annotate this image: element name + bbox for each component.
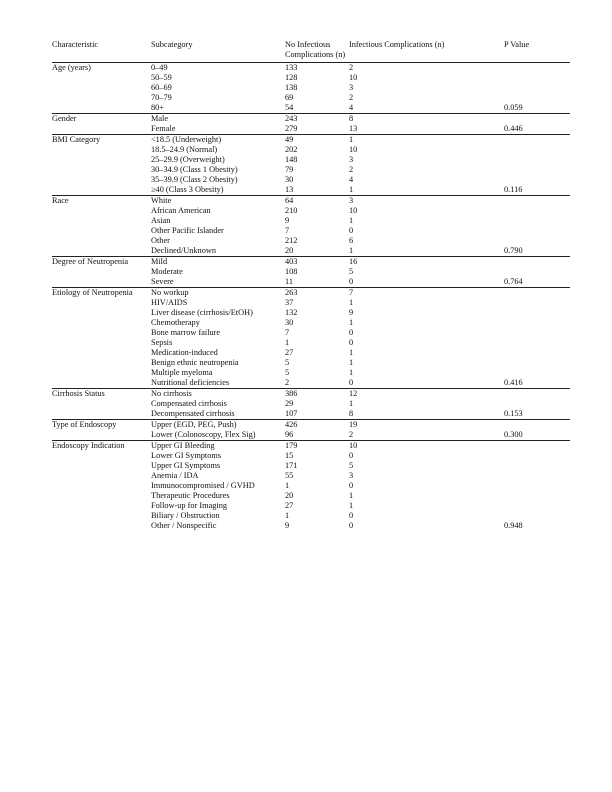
- subcategory: Follow-up for Imaging: [151, 501, 228, 510]
- infectious-count-column: [349, 441, 504, 531]
- no-infectious-count: 79: [285, 165, 294, 174]
- no-infectious-count: 30: [285, 318, 294, 327]
- infectious-count: 2: [349, 430, 354, 439]
- infectious-count: 1: [349, 298, 354, 307]
- p-value-cell: [504, 63, 570, 113]
- no-infectious-count: 1: [285, 338, 290, 347]
- no-infectious-count: 54: [285, 103, 294, 112]
- no-infectious-count-column: [285, 420, 349, 440]
- infectious-count: 1: [349, 368, 354, 377]
- no-infectious-count: 9: [285, 521, 290, 530]
- infectious-count: 8: [349, 409, 354, 418]
- characteristic-label: Age (years): [52, 63, 91, 72]
- no-infectious-count-column: [285, 288, 349, 388]
- no-infectious-count: 279: [285, 124, 298, 133]
- table-group: [52, 135, 570, 196]
- infectious-count: 10: [349, 441, 358, 450]
- p-value-cell: [504, 196, 570, 256]
- characteristic-cell: [52, 389, 151, 419]
- p-value: 0.116: [504, 185, 523, 194]
- no-infectious-count: 5: [285, 358, 290, 367]
- no-infectious-count: 133: [285, 63, 298, 72]
- infectious-count: 9: [349, 308, 354, 317]
- subcategory: Female: [151, 124, 176, 133]
- subcategory-column: [151, 196, 285, 256]
- infectious-count: 5: [349, 267, 354, 276]
- infectious-count-column: [349, 135, 504, 195]
- subcategory: Severe: [151, 277, 174, 286]
- no-infectious-count: 30: [285, 175, 294, 184]
- subcategory: Medication-induced: [151, 348, 218, 357]
- infectious-count: 0: [349, 277, 354, 286]
- no-infectious-count: 202: [285, 145, 298, 154]
- characteristic-label: Etiology of Neutropenia: [52, 288, 133, 297]
- infectious-count: 0: [349, 378, 354, 387]
- infectious-count: 12: [349, 389, 358, 398]
- no-infectious-count: 29: [285, 399, 294, 408]
- no-infectious-count: 1: [285, 481, 290, 490]
- no-infectious-count: 148: [285, 155, 298, 164]
- infectious-count: 1: [349, 246, 354, 255]
- p-value: 0.416: [504, 378, 523, 387]
- no-infectious-count-column: [285, 63, 349, 113]
- no-infectious-count: 212: [285, 236, 298, 245]
- infectious-count: 3: [349, 83, 354, 92]
- infectious-count: 0: [349, 451, 354, 460]
- no-infectious-count: 37: [285, 298, 294, 307]
- characteristic-cell: [52, 288, 151, 388]
- table-group: [52, 257, 570, 288]
- infectious-count: 1: [349, 491, 354, 500]
- subcategory: Other / Nonspecific: [151, 521, 217, 530]
- subcategory: Bone marrow failure: [151, 328, 221, 337]
- subcategory: Nutritional deficiencies: [151, 378, 230, 387]
- subcategory: Multiple myeloma: [151, 368, 213, 377]
- header-characteristic: Characteristic: [52, 40, 99, 49]
- header-p-value: P Value: [504, 40, 530, 49]
- subcategory: Declined/Unknown: [151, 246, 216, 255]
- subcategory-column: [151, 257, 285, 287]
- infectious-count: 7: [349, 288, 354, 297]
- subcategory: Upper GI Symptoms: [151, 461, 221, 470]
- subcategory: Lower (Colonoscopy, Flex Sig): [151, 430, 256, 439]
- characteristic-label: Race: [52, 196, 69, 205]
- subcategory: Compensated cirrhosis: [151, 399, 227, 408]
- table-group: [52, 441, 570, 531]
- no-infectious-count: 13: [285, 185, 294, 194]
- subcategory: Other: [151, 236, 170, 245]
- no-infectious-count: 426: [285, 420, 298, 429]
- subcategory: 30–34.9 (Class 1 Obesity): [151, 165, 238, 174]
- subcategory: Anemia / IDA: [151, 471, 199, 480]
- subcategory: 80+: [151, 103, 164, 112]
- infectious-count: 1: [349, 501, 354, 510]
- p-value: 0.446: [504, 124, 523, 133]
- subcategory: Moderate: [151, 267, 183, 276]
- p-value: 0.300: [504, 430, 523, 439]
- subcategory: ≥40 (Class 3 Obesity): [151, 185, 224, 194]
- infectious-count: 0: [349, 328, 354, 337]
- characteristic-cell: [52, 420, 151, 440]
- data-table: [52, 40, 570, 531]
- header-infectious: Infectious Complications (n): [349, 40, 445, 49]
- infectious-count: 1: [349, 348, 354, 357]
- no-infectious-count: 27: [285, 348, 294, 357]
- infectious-count: 3: [349, 155, 354, 164]
- infectious-count: 1: [349, 135, 354, 144]
- no-infectious-count: 263: [285, 288, 298, 297]
- infectious-count: 3: [349, 471, 354, 480]
- no-infectious-count: 64: [285, 196, 294, 205]
- no-infectious-count: 171: [285, 461, 298, 470]
- subcategory: <18.5 (Underweight): [151, 135, 222, 144]
- subcategory: 50–59: [151, 73, 172, 82]
- table-group: [52, 389, 570, 420]
- characteristic-label: Gender: [52, 114, 77, 123]
- characteristic-cell: [52, 135, 151, 195]
- no-infectious-count: 20: [285, 246, 294, 255]
- infectious-count: 2: [349, 63, 354, 72]
- no-infectious-count-column: [285, 196, 349, 256]
- characteristic-label: Cirrhosis Status: [52, 389, 105, 398]
- subcategory: Chemotherapy: [151, 318, 200, 327]
- no-infectious-count: 11: [285, 277, 293, 286]
- subcategory-column: [151, 441, 285, 531]
- p-value-cell: [504, 257, 570, 287]
- infectious-count: 1: [349, 399, 354, 408]
- subcategory-column: [151, 389, 285, 419]
- infectious-count: 0: [349, 511, 354, 520]
- subcategory: White: [151, 196, 172, 205]
- no-infectious-count: 210: [285, 206, 298, 215]
- infectious-count-column: [349, 257, 504, 287]
- infectious-count: 0: [349, 521, 354, 530]
- header-subcategory: Subcategory: [151, 40, 193, 49]
- no-infectious-count: 15: [285, 451, 294, 460]
- no-infectious-count: 386: [285, 389, 298, 398]
- subcategory: African American: [151, 206, 211, 215]
- characteristic-label: Type of Endoscopy: [52, 420, 117, 429]
- p-value: 0.059: [504, 103, 523, 112]
- subcategory: Biliary / Obstruction: [151, 511, 220, 520]
- header-no-infectious: No Infectious Complications (n): [285, 40, 346, 59]
- infectious-count: 8: [349, 114, 354, 123]
- no-infectious-count: 7: [285, 328, 290, 337]
- no-infectious-count-column: [285, 135, 349, 195]
- no-infectious-count-column: [285, 441, 349, 531]
- p-value-cell: [504, 441, 570, 531]
- no-infectious-count: 69: [285, 93, 294, 102]
- characteristic-cell: [52, 441, 151, 531]
- subcategory: 60–69: [151, 83, 172, 92]
- p-value: 0.764: [504, 277, 523, 286]
- no-infectious-count: 403: [285, 257, 298, 266]
- infectious-count: 3: [349, 196, 354, 205]
- no-infectious-count: 179: [285, 441, 298, 450]
- subcategory-column: [151, 135, 285, 195]
- characteristic-cell: [52, 196, 151, 256]
- infectious-count: 4: [349, 175, 354, 184]
- subcategory: Immunocompromised / GVHD: [151, 481, 255, 490]
- infectious-count: 2: [349, 165, 354, 174]
- infectious-count: 16: [349, 257, 358, 266]
- characteristic-cell: [52, 63, 151, 113]
- infectious-count: 6: [349, 236, 354, 245]
- subcategory: Decompensated cirrhosis: [151, 409, 235, 418]
- p-value: 0.153: [504, 409, 523, 418]
- no-infectious-count: 1: [285, 511, 290, 520]
- subcategory: Other Pacific Islander: [151, 226, 224, 235]
- p-value-cell: [504, 288, 570, 388]
- subcategory: 0–49: [151, 63, 168, 72]
- infectious-count: 13: [349, 124, 358, 133]
- infectious-count: 1: [349, 358, 354, 367]
- p-value-cell: [504, 114, 570, 134]
- p-value: 0.790: [504, 246, 523, 255]
- infectious-count: 10: [349, 206, 358, 215]
- characteristic-label: Degree of Neutropenia: [52, 257, 129, 266]
- p-value-cell: [504, 389, 570, 419]
- no-infectious-count: 5: [285, 368, 290, 377]
- subcategory: Liver disease (cirrhosis/EtOH): [151, 308, 253, 317]
- infectious-count-column: [349, 420, 504, 440]
- infectious-count: 1: [349, 318, 354, 327]
- infectious-count: 5: [349, 461, 354, 470]
- characteristic-cell: [52, 114, 151, 134]
- subcategory: No workup: [151, 288, 189, 297]
- subcategory: HIV/AIDS: [151, 298, 188, 307]
- no-infectious-count: 2: [285, 378, 290, 387]
- table-group: [52, 63, 570, 114]
- subcategory-column: [151, 63, 285, 113]
- infectious-count: 2: [349, 93, 354, 102]
- p-value-cell: [504, 420, 570, 440]
- subcategory-column: [151, 114, 285, 134]
- infectious-count: 0: [349, 338, 354, 347]
- subcategory: Male: [151, 114, 169, 123]
- characteristic-label: BMI Category: [52, 135, 101, 144]
- no-infectious-count: 128: [285, 73, 298, 82]
- no-infectious-count: 138: [285, 83, 298, 92]
- infectious-count-column: [349, 389, 504, 419]
- infectious-count: 4: [349, 103, 354, 112]
- no-infectious-count: 20: [285, 491, 294, 500]
- table-body: [52, 63, 570, 531]
- no-infectious-count: 7: [285, 226, 290, 235]
- infectious-count: 1: [349, 216, 354, 225]
- table-group: [52, 114, 570, 135]
- subcategory: Mild: [151, 257, 168, 266]
- p-value-cell: [504, 135, 570, 195]
- subcategory: Sepsis: [151, 338, 173, 347]
- table-group: [52, 288, 570, 389]
- infectious-count-column: [349, 63, 504, 113]
- infectious-count: 1: [349, 185, 354, 194]
- characteristic-cell: [52, 257, 151, 287]
- subcategory: No cirrhosis: [151, 389, 192, 398]
- characteristic-label: Endoscopy Indication: [52, 441, 125, 450]
- infectious-count: 0: [349, 226, 354, 235]
- no-infectious-count-column: [285, 389, 349, 419]
- subcategory: 18.5–24.9 (Normal): [151, 145, 218, 154]
- infectious-count: 10: [349, 145, 358, 154]
- no-infectious-count: 55: [285, 471, 294, 480]
- no-infectious-count: 108: [285, 267, 298, 276]
- no-infectious-count: 9: [285, 216, 290, 225]
- infectious-count: 19: [349, 420, 358, 429]
- infectious-count: 10: [349, 73, 358, 82]
- subcategory-column: [151, 288, 285, 388]
- subcategory: Upper GI Bleeding: [151, 441, 215, 450]
- no-infectious-count: 132: [285, 308, 298, 317]
- subcategory: Asian: [151, 216, 171, 225]
- p-value: 0.948: [504, 521, 523, 530]
- subcategory: Benign ethnic neutropenia: [151, 358, 239, 367]
- no-infectious-count: 107: [285, 409, 298, 418]
- infectious-count-column: [349, 196, 504, 256]
- infectious-count-column: [349, 114, 504, 134]
- table-header-row: [52, 40, 570, 63]
- subcategory: 25–29.9 (Overweight): [151, 155, 225, 164]
- no-infectious-count-column: [285, 114, 349, 134]
- no-infectious-count: 49: [285, 135, 294, 144]
- subcategory-column: [151, 420, 285, 440]
- table-group: [52, 420, 570, 441]
- no-infectious-count: 27: [285, 501, 294, 510]
- no-infectious-count-column: [285, 257, 349, 287]
- subcategory: Therapeutic Procedures: [151, 491, 230, 500]
- infectious-count-column: [349, 288, 504, 388]
- subcategory: Upper (EGD, PEG, Push): [151, 420, 237, 429]
- subcategory: 70–79: [151, 93, 172, 102]
- no-infectious-count: 96: [285, 430, 294, 439]
- infectious-count: 0: [349, 481, 354, 490]
- no-infectious-count: 243: [285, 114, 298, 123]
- subcategory: Lower GI Symptoms: [151, 451, 222, 460]
- subcategory: 35–39.9 (Class 2 Obesity): [151, 175, 238, 184]
- table-group: [52, 196, 570, 257]
